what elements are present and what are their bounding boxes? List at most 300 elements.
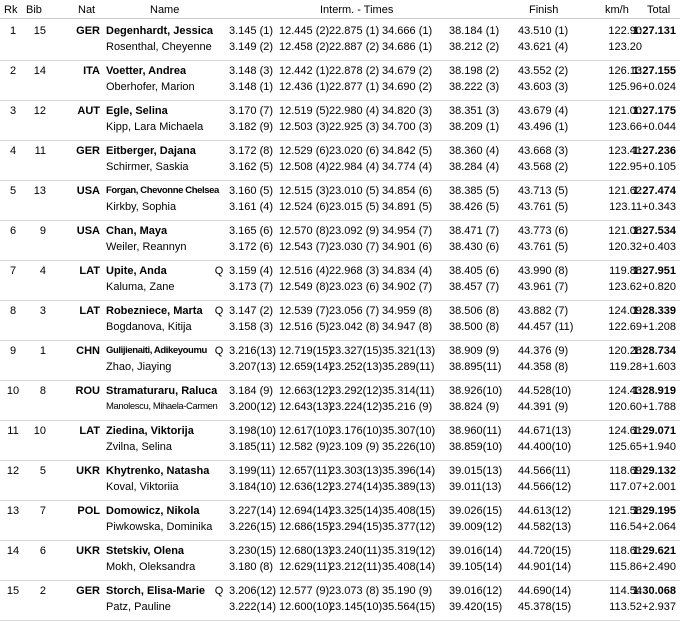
split-2-cell: 12.458 (2) <box>279 41 330 53</box>
split-4-cell: 35.408(14) <box>382 561 436 573</box>
split-2-cell: 12.643(13) <box>279 401 333 413</box>
split-4-cell: 34.700 (3) <box>382 121 433 133</box>
split-3-cell: 23.292(12) <box>329 385 383 397</box>
athlete-name: Manolescu, Mihaela-Carmen <box>106 401 218 412</box>
split-3-cell: 23.224(12) <box>329 401 383 413</box>
athlete-name: Robezniece, Marta <box>106 305 203 317</box>
result-row <box>0 220 680 260</box>
split-2-cell: 12.636(12) <box>279 481 333 493</box>
split-5-cell: 38.457 (7) <box>449 281 500 293</box>
finish-cell: 43.990 (8) <box>518 265 569 277</box>
split-5-cell: 38.471 (7) <box>449 225 500 237</box>
athlete-name: Chan, Maya <box>106 225 168 237</box>
split-5-cell: 38.284 (4) <box>449 161 500 173</box>
athlete-name: Gulijienaiti, Adikeyoumu <box>106 345 207 356</box>
bib-cell: 9 <box>39 225 46 237</box>
speed-cell: 118.69 <box>609 465 642 477</box>
split-3-cell: 23.073 (8) <box>329 585 380 597</box>
split-5-cell: 38.500 (8) <box>449 321 500 333</box>
split-4-cell: 34.854 (6) <box>382 185 433 197</box>
split-3-cell: 23.056 (7) <box>329 305 380 317</box>
total-cell: 1:27.534 <box>632 225 676 237</box>
bib-cell: 13 <box>33 185 46 197</box>
split-3-cell: 23.145(10) <box>329 601 383 613</box>
total-cell: +0.403 <box>642 241 676 253</box>
finish-cell: 44.901(14) <box>518 561 572 573</box>
split-3-cell: 23.212(11) <box>329 561 382 573</box>
header-finish: Finish <box>529 4 559 16</box>
finish-cell: 43.713 (5) <box>518 185 569 197</box>
split-2-cell: 12.543 (7) <box>279 241 330 253</box>
finish-cell: 44.528(10) <box>518 385 572 397</box>
nation-cell: LAT <box>79 425 100 437</box>
speed-cell: 120.60 <box>608 401 642 413</box>
header-divider <box>0 18 680 19</box>
finish-cell: 44.358 (8) <box>518 361 569 373</box>
split-3-cell: 23.042 (8) <box>329 321 380 333</box>
total-cell: 1:29.621 <box>632 545 676 557</box>
split-2-cell: 12.577 (9) <box>279 585 330 597</box>
split-4-cell: 35.289(11) <box>382 361 435 373</box>
speed-cell: 116.54 <box>609 521 642 533</box>
speed-cell: 115.86 <box>609 561 642 573</box>
split-5-cell: 38.506 (8) <box>449 305 500 317</box>
bib-cell: 8 <box>39 385 46 397</box>
finish-cell: 43.773 (6) <box>518 225 569 237</box>
split-1-cell: 3.216(13) <box>229 345 277 357</box>
nation-cell: CHN <box>76 345 100 357</box>
athlete-name: Forgan, Chevonne Chelsea <box>106 185 219 196</box>
athlete-name: Upite, Anda <box>106 265 167 277</box>
rank-cell: 14 <box>6 545 20 557</box>
speed-cell: 126.13 <box>608 65 642 77</box>
split-2-cell: 12.629(11) <box>279 561 332 573</box>
split-4-cell: 34.686 (1) <box>382 41 433 53</box>
split-3-cell: 23.327(15) <box>329 345 383 357</box>
split-1-cell: 3.172 (6) <box>229 241 274 253</box>
total-cell: +2.064 <box>642 521 676 533</box>
split-2-cell: 12.663(12) <box>279 385 333 397</box>
total-cell: +0.044 <box>642 121 676 133</box>
nation-cell: UKR <box>76 465 100 477</box>
split-1-cell: 3.230(15) <box>229 545 277 557</box>
rank-cell: 3 <box>9 105 17 117</box>
split-4-cell: 34.902 (7) <box>382 281 433 293</box>
total-cell: +2.001 <box>642 481 676 493</box>
rank-cell: 11 <box>7 425 19 437</box>
split-5-cell: 38.960(11) <box>449 425 502 437</box>
rank-cell: 2 <box>9 65 17 77</box>
speed-cell: 120.28 <box>608 345 642 357</box>
total-cell: +0.343 <box>642 201 676 213</box>
speed-cell: 122.95 <box>608 161 642 173</box>
split-2-cell: 12.549 (8) <box>279 281 330 293</box>
bib-cell: 15 <box>33 25 46 37</box>
split-4-cell: 35.314(11) <box>382 385 435 397</box>
finish-cell: 43.496 (1) <box>518 121 569 133</box>
split-2-cell: 12.582 (9) <box>279 441 330 453</box>
speed-cell: 123.20 <box>608 41 642 53</box>
split-3-cell: 23.092 (9) <box>329 225 380 237</box>
split-4-cell: 34.891 (5) <box>382 201 433 213</box>
speed-cell: 121.58 <box>608 505 642 517</box>
result-row <box>0 300 680 340</box>
speed-cell: 123.62 <box>608 281 642 293</box>
split-1-cell: 3.158 (3) <box>229 321 274 333</box>
split-4-cell: 35.321(13) <box>382 345 436 357</box>
split-4-cell: 34.901 (6) <box>382 241 433 253</box>
split-5-cell: 38.360 (4) <box>449 145 500 157</box>
speed-cell: 121.62 <box>608 185 642 197</box>
athlete-name: Rosenthal, Cheyenne <box>106 41 212 53</box>
split-2-cell: 12.617(10) <box>279 425 333 437</box>
split-2-cell: 12.600(10) <box>279 601 333 613</box>
athlete-name: Kipp, Lara Michaela <box>106 121 204 133</box>
rank-cell: 6 <box>9 225 17 237</box>
nation-cell: LAT <box>79 305 100 317</box>
split-1-cell: 3.222(14) <box>229 601 277 613</box>
speed-cell: 114.54 <box>609 585 642 597</box>
total-cell: +2.490 <box>642 561 676 573</box>
split-4-cell: 35.216 (9) <box>382 401 433 413</box>
split-1-cell: 3.165 (6) <box>229 225 274 237</box>
split-1-cell: 3.227(14) <box>229 505 277 517</box>
split-5-cell: 39.011(13) <box>449 481 502 493</box>
split-1-cell: 3.200(12) <box>229 401 277 413</box>
split-3-cell: 22.875 (1) <box>329 25 380 37</box>
split-2-cell: 12.516 (4) <box>279 265 330 277</box>
result-row <box>0 20 680 60</box>
total-cell: 1:30.068 <box>632 585 676 597</box>
athlete-name: Domowicz, Nikola <box>106 505 200 517</box>
athlete-name: Stramaturaru, Raluca <box>106 385 218 397</box>
split-4-cell: 34.666 (1) <box>382 25 433 37</box>
split-5-cell: 38.426 (5) <box>449 201 500 213</box>
finish-cell: 43.552 (2) <box>518 65 569 77</box>
split-3-cell: 22.980 (4) <box>329 105 380 117</box>
split-4-cell: 35.389(13) <box>382 481 436 493</box>
split-1-cell: 3.148 (3) <box>229 65 274 77</box>
speed-cell: 124.09 <box>608 305 642 317</box>
speed-cell: 118.61 <box>609 545 642 557</box>
athlete-name: Patz, Pauline <box>106 601 171 613</box>
finish-cell: 44.613(12) <box>518 505 572 517</box>
speed-cell: 121.08 <box>608 225 642 237</box>
header-intermediate-times: Interm. - Times <box>320 4 394 16</box>
split-2-cell: 12.524 (6) <box>279 201 330 213</box>
athlete-name: Ziedina, Viktorija <box>106 425 194 437</box>
finish-cell: 43.603 (3) <box>518 81 569 93</box>
split-3-cell: 22.925 (3) <box>329 121 380 133</box>
finish-cell: 43.961 (7) <box>518 281 569 293</box>
split-1-cell: 3.172 (8) <box>229 145 274 157</box>
result-row <box>0 260 680 300</box>
nation-cell: POL <box>77 505 100 517</box>
bib-cell: 6 <box>39 545 46 557</box>
split-2-cell: 12.515 (3) <box>279 185 330 197</box>
rank-cell: 8 <box>9 305 17 317</box>
split-3-cell: 23.015 (5) <box>329 201 380 213</box>
total-cell: +2.937 <box>642 601 676 613</box>
split-1-cell: 3.182 (9) <box>229 121 274 133</box>
split-1-cell: 3.185(11) <box>229 441 276 453</box>
finish-cell: 44.391 (9) <box>518 401 569 413</box>
split-4-cell: 34.679 (2) <box>382 65 433 77</box>
athlete-name: Storch, Elisa-Marie <box>106 585 206 597</box>
split-1-cell: 3.170 (7) <box>229 105 274 117</box>
rank-cell: 9 <box>9 345 17 357</box>
split-3-cell: 23.010 (5) <box>329 185 380 197</box>
split-5-cell: 39.026(15) <box>449 505 503 517</box>
split-5-cell: 38.184 (1) <box>449 25 500 37</box>
split-3-cell: 22.878 (2) <box>329 65 380 77</box>
finish-cell: 44.690(14) <box>518 585 572 597</box>
bib-cell: 1 <box>39 345 46 357</box>
split-1-cell: 3.199(11) <box>229 465 276 477</box>
finish-cell: 43.761 (5) <box>518 201 569 213</box>
result-row <box>0 140 680 180</box>
finish-cell: 43.668 (3) <box>518 145 569 157</box>
athlete-name: Voetter, Andrea <box>106 65 187 77</box>
finish-cell: 44.566(11) <box>518 465 571 477</box>
split-5-cell: 38.198 (2) <box>449 65 500 77</box>
finish-cell: 44.582(13) <box>518 521 572 533</box>
speed-cell: 124.61 <box>608 425 642 437</box>
header-kmh: km/h <box>605 4 629 16</box>
finish-cell: 43.510 (1) <box>518 25 569 37</box>
total-cell: 1:28.919 <box>632 385 676 397</box>
bib-cell: 14 <box>33 65 46 77</box>
split-3-cell: 23.109 (9) <box>329 441 380 453</box>
nation-cell: GER <box>76 145 100 157</box>
speed-cell: 119.88 <box>609 265 642 277</box>
qualifier-cell: Q <box>214 305 224 317</box>
split-2-cell: 12.445 (2) <box>279 25 330 37</box>
split-5-cell: 39.009(12) <box>449 521 503 533</box>
finish-cell: 43.621 (4) <box>518 41 569 53</box>
result-row <box>0 420 680 460</box>
speed-cell: 125.65 <box>608 441 642 453</box>
split-3-cell: 23.023 (6) <box>329 281 380 293</box>
split-3-cell: 22.968 (3) <box>329 265 380 277</box>
finish-cell: 45.378(15) <box>518 601 572 613</box>
split-2-cell: 12.659(14) <box>279 361 333 373</box>
header-rank: Rk <box>4 4 18 16</box>
total-cell: +1.603 <box>642 361 676 373</box>
split-3-cell: 23.274(14) <box>329 481 383 493</box>
athlete-name: Stetskiv, Olena <box>106 545 185 557</box>
split-5-cell: 38.209 (1) <box>449 121 500 133</box>
finish-cell: 44.457 (11) <box>518 321 574 333</box>
split-4-cell: 34.842 (5) <box>382 145 433 157</box>
total-cell: +1.208 <box>642 321 676 333</box>
nation-cell: ITA <box>83 65 100 77</box>
split-4-cell: 35.319(12) <box>382 545 436 557</box>
split-4-cell: 34.959 (8) <box>382 305 433 317</box>
split-5-cell: 39.105(14) <box>449 561 503 573</box>
speed-cell: 125.96 <box>608 81 642 93</box>
speed-cell: 122.69 <box>608 321 642 333</box>
split-5-cell: 38.222 (3) <box>449 81 500 93</box>
split-5-cell: 38.824 (9) <box>449 401 500 413</box>
split-2-cell: 12.570 (8) <box>279 225 330 237</box>
athlete-name: Kaluma, Zane <box>106 281 175 293</box>
nation-cell: USA <box>76 225 100 237</box>
split-2-cell: 12.529 (6) <box>279 145 330 157</box>
total-cell: 1:28.339 <box>632 305 676 317</box>
split-1-cell: 3.184(10) <box>229 481 277 493</box>
speed-cell: 123.41 <box>608 145 642 157</box>
split-1-cell: 3.159 (4) <box>229 265 274 277</box>
split-1-cell: 3.149 (2) <box>229 41 274 53</box>
split-4-cell: 35.408(15) <box>382 505 436 517</box>
split-2-cell: 12.680(13) <box>279 545 333 557</box>
split-3-cell: 23.325(14) <box>329 505 383 517</box>
athlete-name: Kirkby, Sophia <box>106 201 177 213</box>
qualifier-cell: Q <box>214 265 224 277</box>
split-4-cell: 34.820 (3) <box>382 105 433 117</box>
athlete-name: Degenhardt, Jessica <box>106 25 213 37</box>
header-nation: Nat <box>78 4 96 16</box>
split-1-cell: 3.145 (1) <box>229 25 274 37</box>
rank-cell: 5 <box>9 185 17 197</box>
speed-cell: 120.32 <box>608 241 642 253</box>
athlete-name: Bogdanova, Kitija <box>106 321 192 333</box>
split-5-cell: 39.420(15) <box>449 601 503 613</box>
result-row <box>0 340 680 380</box>
split-1-cell: 3.226(15) <box>229 521 277 533</box>
header-bib: Bib <box>26 4 42 16</box>
split-3-cell: 23.294(15) <box>329 521 383 533</box>
finish-cell: 43.679 (4) <box>518 105 569 117</box>
total-cell: 1:29.195 <box>632 505 676 517</box>
athlete-name: Mokh, Oleksandra <box>106 561 196 573</box>
finish-cell: 44.720(15) <box>518 545 572 557</box>
athlete-name: Piwkowska, Dominika <box>106 521 213 533</box>
result-row <box>0 180 680 220</box>
bib-cell: 2 <box>39 585 46 597</box>
split-4-cell: 35.190 (9) <box>382 585 433 597</box>
result-row <box>0 380 680 420</box>
rank-cell: 10 <box>6 385 20 397</box>
total-cell: +0.105 <box>642 161 676 173</box>
athlete-name: Schirmer, Saskia <box>106 161 189 173</box>
split-2-cell: 12.442 (1) <box>279 65 330 77</box>
split-3-cell: 23.030 (7) <box>329 241 380 253</box>
split-1-cell: 3.180 (8) <box>229 561 274 573</box>
split-2-cell: 12.436 (1) <box>279 81 330 93</box>
bib-cell: 3 <box>39 305 46 317</box>
split-4-cell: 34.774 (4) <box>382 161 433 173</box>
split-5-cell: 39.016(12) <box>449 585 503 597</box>
nation-cell: AUT <box>77 105 100 117</box>
header-name: Name <box>150 4 180 16</box>
athlete-name: Oberhofer, Marion <box>106 81 195 93</box>
split-1-cell: 3.147 (2) <box>229 305 274 317</box>
bib-cell: 10 <box>33 425 46 437</box>
split-4-cell: 34.954 (7) <box>382 225 433 237</box>
result-row <box>0 580 680 620</box>
rank-cell: 15 <box>6 585 20 597</box>
nation-cell: USA <box>76 185 100 197</box>
speed-cell: 113.52 <box>609 601 642 613</box>
split-2-cell: 12.539 (7) <box>279 305 330 317</box>
athlete-name: Koval, Viktoriia <box>106 481 179 493</box>
rank-cell: 1 <box>9 25 17 37</box>
split-5-cell: 38.385 (5) <box>449 185 500 197</box>
split-4-cell: 34.690 (2) <box>382 81 433 93</box>
finish-cell: 43.568 (2) <box>518 161 569 173</box>
nation-cell: UKR <box>76 545 100 557</box>
split-5-cell: 38.926(10) <box>449 385 503 397</box>
split-2-cell: 12.719(15) <box>279 345 333 357</box>
bib-cell: 12 <box>33 105 46 117</box>
split-4-cell: 35.226(10) <box>382 441 436 453</box>
split-3-cell: 23.303(13) <box>329 465 383 477</box>
split-3-cell: 22.877 (1) <box>329 81 380 93</box>
total-cell: 1:29.132 <box>632 465 676 477</box>
split-5-cell: 38.895(11) <box>449 361 502 373</box>
split-3-cell: 23.176(10) <box>329 425 383 437</box>
qualifier-cell: Q <box>214 585 224 597</box>
qualifier-cell: Q <box>214 345 224 357</box>
total-cell: 1:28.734 <box>632 345 676 357</box>
split-1-cell: 3.160 (5) <box>229 185 274 197</box>
finish-cell: 44.376 (9) <box>518 345 569 357</box>
split-5-cell: 39.015(13) <box>449 465 503 477</box>
split-3-cell: 23.252(13) <box>329 361 383 373</box>
split-4-cell: 34.834 (4) <box>382 265 433 277</box>
bib-cell: 5 <box>39 465 46 477</box>
split-5-cell: 38.909 (9) <box>449 345 500 357</box>
split-3-cell: 23.020 (6) <box>329 145 380 157</box>
total-cell: 1:27.175 <box>632 105 676 117</box>
athlete-name: Weiler, Reannyn <box>106 241 187 253</box>
split-2-cell: 12.503 (3) <box>279 121 330 133</box>
split-2-cell: 12.516 (5) <box>279 321 330 333</box>
total-cell: 1:27.236 <box>632 145 676 157</box>
split-4-cell: 35.564(15) <box>382 601 436 613</box>
split-5-cell: 38.351 (3) <box>449 105 500 117</box>
header-total: Total <box>647 4 671 16</box>
split-4-cell: 35.396(14) <box>382 465 436 477</box>
bib-cell: 7 <box>39 505 46 517</box>
split-4-cell: 35.377(12) <box>382 521 436 533</box>
split-1-cell: 3.184 (9) <box>229 385 274 397</box>
rank-cell: 13 <box>6 505 20 517</box>
rank-cell: 7 <box>9 265 17 277</box>
finish-cell: 43.882 (7) <box>518 305 569 317</box>
split-1-cell: 3.206(12) <box>229 585 277 597</box>
speed-cell: 121.00 <box>608 105 642 117</box>
result-row <box>0 500 680 540</box>
athlete-name: Egle, Selina <box>106 105 168 117</box>
athlete-name: Khytrenko, Natasha <box>106 465 210 477</box>
split-1-cell: 3.161 (4) <box>229 201 274 213</box>
athlete-name: Eitberger, Dajana <box>106 145 196 157</box>
split-2-cell: 12.508 (4) <box>279 161 330 173</box>
total-cell: +1.940 <box>642 441 676 453</box>
split-2-cell: 12.657(11) <box>279 465 332 477</box>
finish-cell: 44.400(10) <box>518 441 572 453</box>
speed-cell: 117.07 <box>609 481 642 493</box>
speed-cell: 122.90 <box>608 25 642 37</box>
split-1-cell: 3.207(13) <box>229 361 277 373</box>
rank-cell: 12 <box>6 465 20 477</box>
split-1-cell: 3.148 (1) <box>229 81 274 93</box>
total-cell: +0.024 <box>642 81 676 93</box>
speed-cell: 124.43 <box>608 385 642 397</box>
